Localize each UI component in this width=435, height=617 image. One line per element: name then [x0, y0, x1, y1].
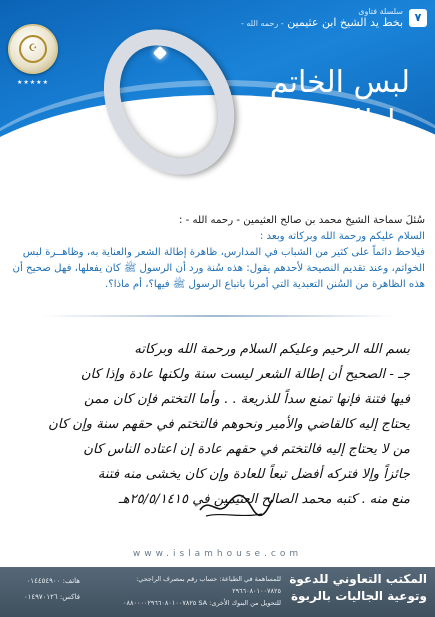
answer-line: يحتاج إليه كالقاضي والأمير ونحوهم فالتختم في حقهم سنة وإن كان — [48, 417, 410, 432]
page-title-line1: لبس الخاتم — [269, 65, 410, 100]
answer-line: جائزاً وإلا فتركه أفضل تبعاً للعادة وإن كان يخشى منه فتنة — [97, 467, 410, 482]
answer-line: فيها فتنة فإنها تمنع سداً للذريعة . . وأما التختم فإن كان ممن — [84, 392, 410, 407]
organization-name — [289, 571, 427, 605]
answer-line: جـ - الصحيح أن إطالة الشعر ليست سنة ولكنها عادة وإذا كان — [80, 367, 410, 382]
question-block — [10, 213, 425, 293]
series-label: سلسلة فتاوى — [358, 7, 403, 16]
page-title-line2: وإطالة الشعر — [244, 104, 410, 139]
author-name: بخط يد الشيخ ابن عثيمين — [287, 16, 403, 29]
logo-emblem-icon: ☪ — [19, 35, 47, 63]
footer-bar — [0, 567, 435, 617]
header-banner — [0, 0, 435, 205]
bank-line-1: للمساهمة في الطباعة: حساب رقم بمصرف الراجحي: ٢٩٦٦٠٨٠١٠٠٧٨٢٥ — [136, 575, 281, 595]
bank-line-2: للتحويل من البنوك الأخرى: SA ٠٨٨٠٠٠٠٢٩٦٦٠٨٠١٠٠٧٨٢٥ — [122, 599, 281, 607]
answer-line: منع منه . كتبه محمد الصالح العثيمين في ٢٥/٥/١٤١٥هـ — [118, 492, 410, 507]
phone-number: هاتف: ٠١٤٤٥٤٩٠٠ — [26, 577, 80, 585]
fax-number: فاكس: ٠١٤٩٧٠١٢٦ — [23, 593, 80, 601]
question-text: فيلاحظ دائماً على كثير من الشباب في المدارس، ظاهرة إطالة الشعر والعناية به، وظاهــرة لبس الخواتم، وعند تقديم النصيحة لأحدهم يقول: هذه سُنة ورد أن الرسول ﷺ كان يفعلها، فهل صحيح أن هذه الظاهرة من السُنن التعبدية التي أمرنا باتباع الرسول ﷺ فيها؟، أم ماذا؟. — [12, 247, 425, 290]
question-asker: سُئلَ سماحة الشيخ محمد بن صالح العثيمين - رحمه الله - : — [178, 215, 425, 226]
signature-icon — [196, 488, 276, 523]
website-url: www.islamhouse.com — [132, 549, 303, 559]
answer-line: بسم الله الرحيم وعليكم السلام ورحمة الله وبركاته — [134, 342, 410, 357]
issue-number-badge: ٧ — [409, 9, 427, 27]
section-divider — [40, 315, 395, 317]
logo-stars-icon: ★★★★★ — [17, 79, 49, 86]
org-line-1: المكتب التعاوني للدعوة — [289, 572, 427, 586]
handwritten-answer — [32, 337, 410, 512]
question-greeting: السلام عليكم ورحمة الله وبركاته وبعد : — [259, 231, 425, 242]
author-line — [241, 16, 403, 29]
author-suffix: - رحمه الله - — [240, 19, 284, 28]
islamhouse-logo — [8, 24, 58, 86]
answer-line: من لا يحتاج إليه فالتختم في حقهم عادة إن اعتاده الناس كان — [83, 442, 410, 457]
bank-info — [86, 573, 281, 609]
org-line-2: وتوعية الجاليات بالربوة — [290, 589, 427, 603]
contact-info — [6, 573, 80, 605]
